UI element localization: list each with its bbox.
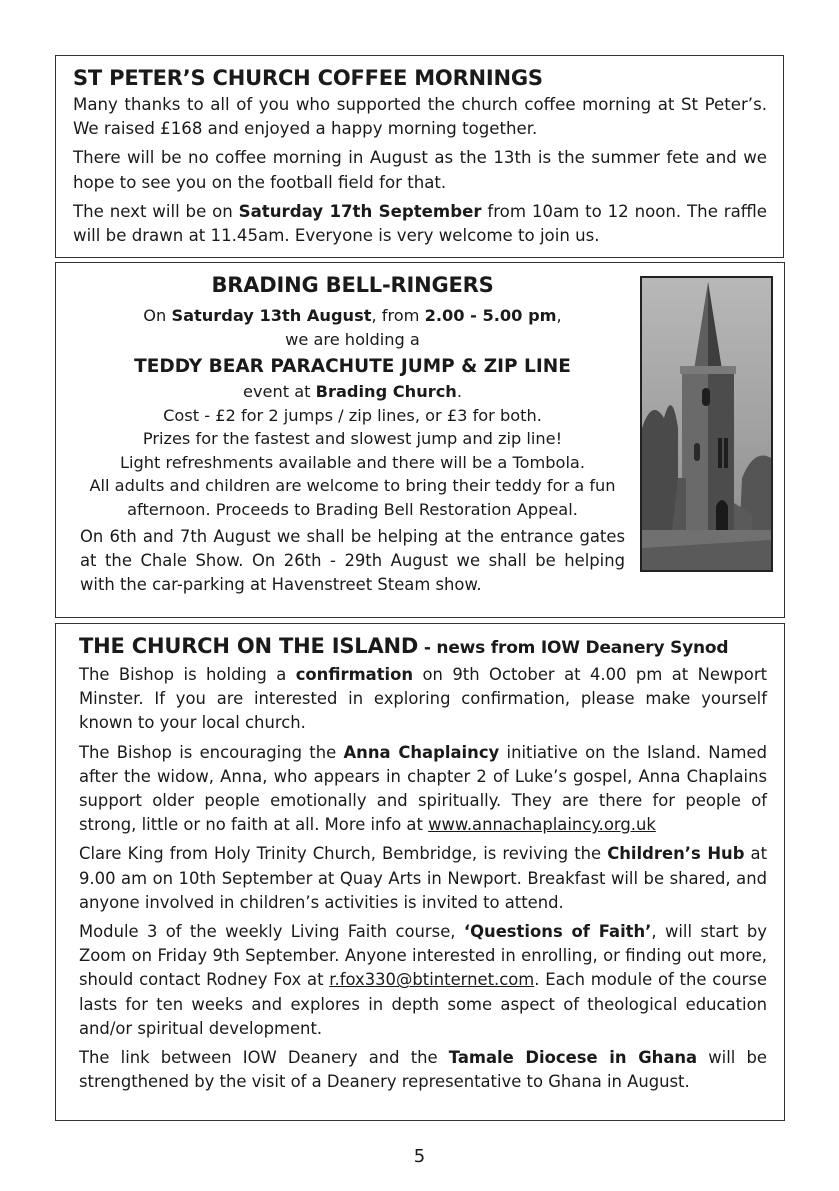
- childrens-hub-paragraph: Clare King from Holy Trinity Church, Bembridge, is reviving the Children’s Hub at 9.00 am on 10th September at Quay Arts in Newport. Breakfast will be shared, and anyone involved in children’s activities is invited to attend.: [79, 844, 767, 912]
- coffee-mornings-section: [55, 55, 784, 258]
- bell-ringers-helping-paragraph: On 6th and 7th August we shall be helping at the entrance gates at the Chale Show. On 26th - 29th August we shall be helping with the car-parking at Havenstreet Steam show.: [80, 527, 625, 595]
- church-on-island-subtitle: - news from IOW Deanery Synod: [418, 638, 729, 658]
- church-on-island-title: THE CHURCH ON THE ISLAND - news from IOW Deanery Synod: [79, 634, 729, 658]
- bell-ringers-section: [55, 262, 785, 618]
- tamale-diocese-paragraph: The link between IOW Deanery and the Tamale Diocese in Ghana will be strengthened by the visit of a Deanery representative to Ghana in August.: [79, 1048, 767, 1092]
- event-prizes-line: Prizes for the fastest and slowest jump and zip line!: [142, 429, 563, 448]
- event-title: TEDDY BEAR PARACHUTE JUMP & ZIP LINE: [134, 356, 571, 377]
- bell-ringers-title: BRADING BELL-RINGERS: [211, 273, 494, 297]
- next-date: Saturday 17th September: [238, 201, 482, 221]
- event-refreshments-line: Light refreshments available and there will be a Tombola.: [119, 452, 586, 472]
- living-faith-paragraph: Module 3 of the weekly Living Faith course, ‘Questions of Faith’, will start by Zoom on Friday 9th September. Anyone interested in enrolling, or finding out more, should contact Rodney Fox at r.fox330@btinternet.com. Each module of the course lasts for ten weeks and explores in depth some aspect of theological education and/or spiritual development.: [79, 922, 768, 1038]
- coffee-mornings-title: ST PETER’S CHURCH COFFEE MORNINGS: [73, 66, 543, 90]
- confirmation-paragraph: The Bishop is holding a confirmation on 9th October at 4.00 pm at Newport Minster. If you are interested in exploring confirmation, please make yourself known to your local church.: [79, 665, 767, 733]
- coffee-paragraph-1: Many thanks to all of you who supported the church coffee morning at St Peter’s. We raised £168 and enjoyed a happy morning together.: [73, 95, 767, 139]
- coffee-paragraph-2: There will be no coffee morning in August as the 13th is the summer fete and we hope to see you on the football field for that.: [73, 148, 767, 192]
- page-number: 5: [413, 1146, 426, 1167]
- church-tower-photo: [640, 276, 773, 572]
- event-venue-line: event at Brading Church.: [243, 382, 462, 401]
- email-link[interactable]: r.fox330@btinternet.com: [329, 970, 535, 990]
- anna-chaplaincy-paragraph: The Bishop is encouraging the Anna Chaplaincy initiative on the Island. Named after the widow, Anna, who appears in chapter 2 of Luke’s gospel, Anna Chaplains support older people emotionally and spiritually. They are there for people of strong, little or no faith at all. More info at www.annachaplaincy.org.uk: [79, 742, 767, 835]
- anna-chaplaincy-link[interactable]: www.annachaplaincy.org.uk: [428, 815, 656, 835]
- event-cost-line: Cost - £2 for 2 jumps / zip lines, or £3 for both.: [163, 405, 542, 425]
- event-date-line: On Saturday 13th August, from 2.00 - 5.00 pm,: [143, 306, 562, 325]
- event-intro-line: we are holding a: [285, 329, 420, 349]
- event-teddy-line: All adults and children are welcome to bring their teddy for a fun afternoon. Proceeds to Brading Bell Restoration Appeal.: [89, 476, 616, 519]
- coffee-paragraph-3: The next will be on Saturday 17th September from 10am to 12 noon. The raffle will be drawn at 11.45am. Everyone is very welcome to join us.: [73, 201, 767, 246]
- church-on-island-section: [55, 623, 785, 1121]
